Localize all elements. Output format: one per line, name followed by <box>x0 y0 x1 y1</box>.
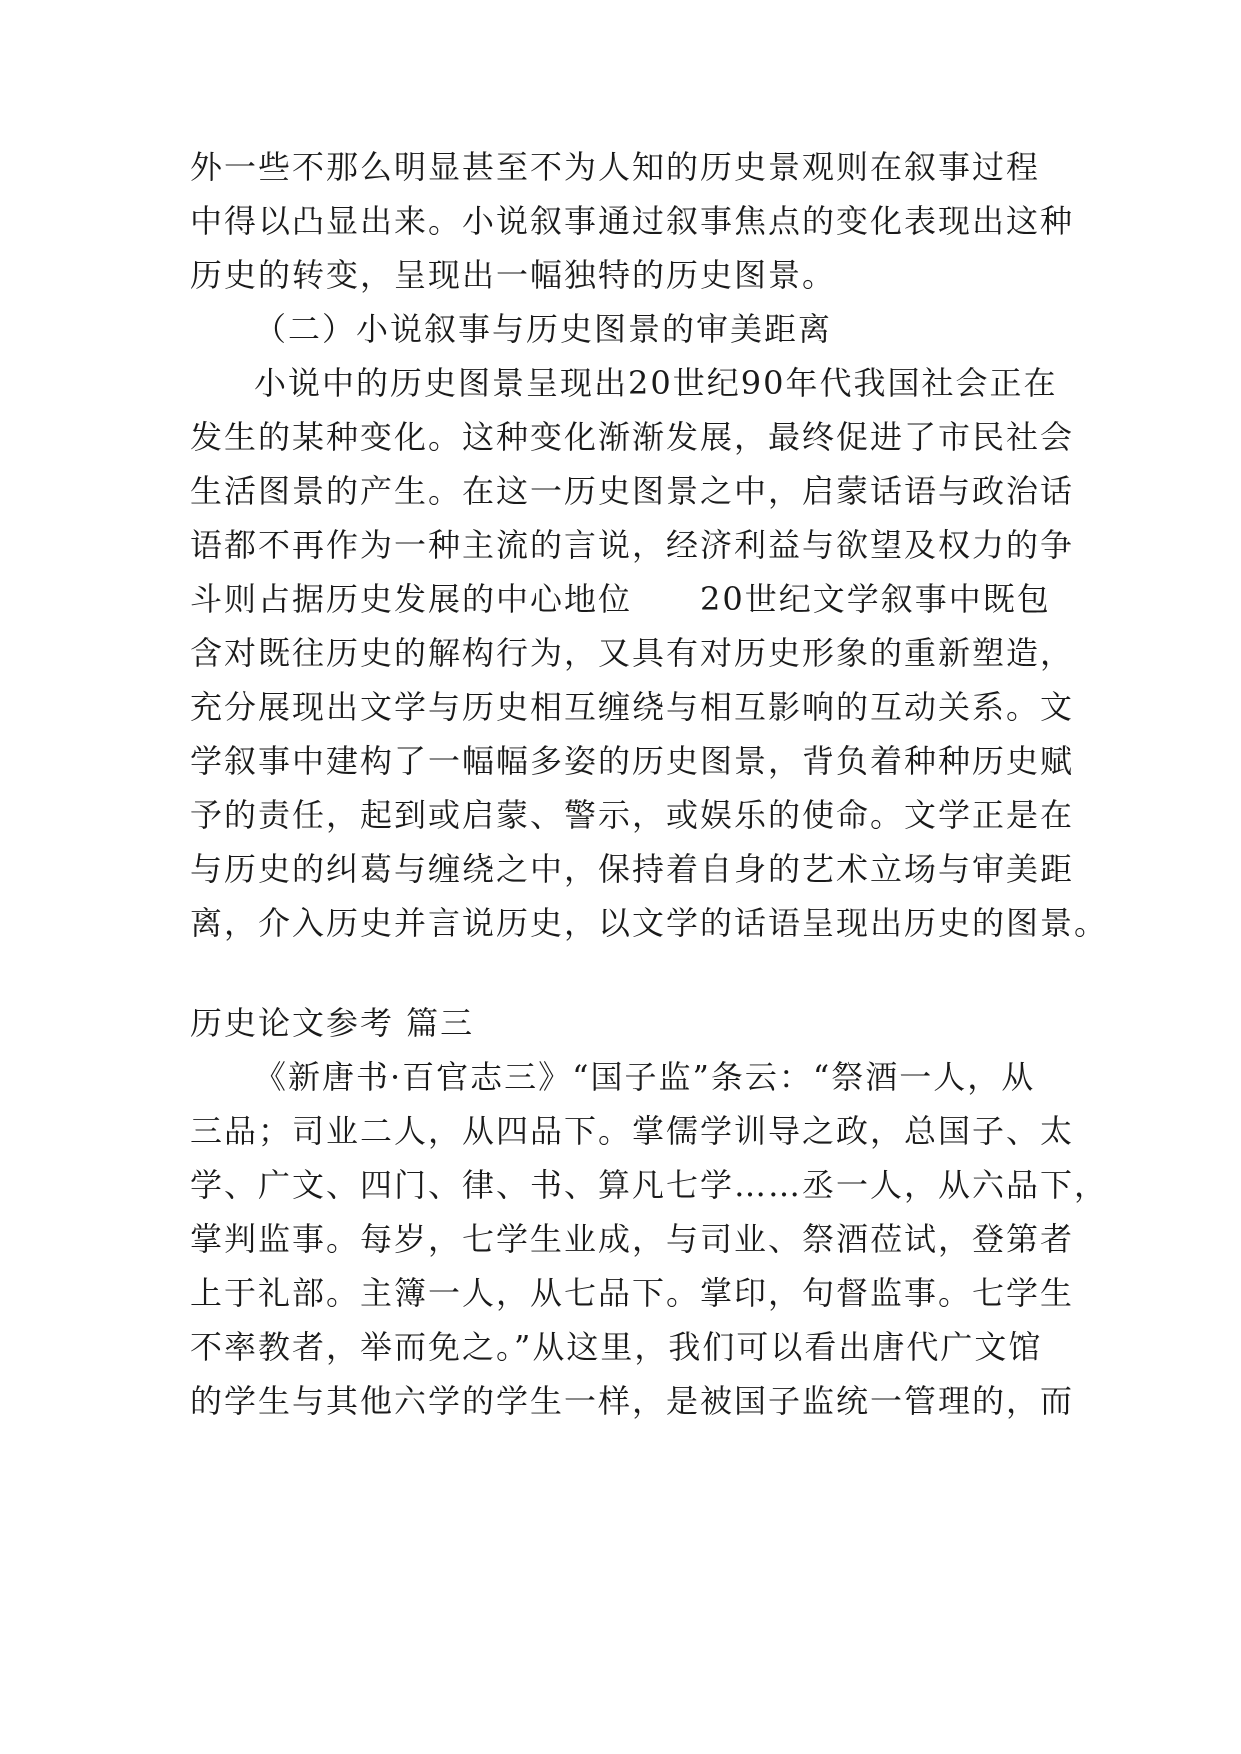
paragraph-line: 小说中的历史图景呈现出20世纪90年代我国社会正在 <box>254 364 1058 402</box>
paragraph-line: 掌判监事。每岁，七学生业成，与司业、祭酒莅试，登第者 <box>190 1220 1075 1258</box>
paragraph-line: 予的责任，起到或启蒙、警示，或娱乐的使命。文学正是在 <box>190 796 1075 834</box>
paragraph-line: 学、广文、四门、律、书、算凡七学……丞一人，从六品下， <box>190 1166 1109 1204</box>
paragraph-line: 外一些不那么明显甚至不为人知的历史景观则在叙事过程 <box>190 148 1041 186</box>
article-title: 历史论文参考 篇三 <box>190 1004 475 1042</box>
section-heading: （二）小说叙事与历史图景的审美距离 <box>254 310 833 348</box>
paragraph-line: 斗则占据历史发展的中心地位 20世纪文学叙事中既包 <box>190 580 1051 618</box>
paragraph-line: 学叙事中建构了一幅幅多姿的历史图景，背负着种种历史赋 <box>190 742 1075 780</box>
paragraph-line: 生活图景的产生。在这一历史图景之中，启蒙话语与政治话 <box>190 472 1075 510</box>
paragraph-line: 离，介入历史并言说历史，以文学的话语呈现出历史的图景。 <box>190 904 1109 942</box>
paragraph-line: 三品；司业二人，从四品下。掌儒学训导之政，总国子、太 <box>190 1112 1075 1150</box>
paragraph-line: 《新唐书·百官志三》“国子监”条云：“祭酒一人，从 <box>254 1058 1036 1096</box>
paragraph-line: 与历史的纠葛与缠绕之中，保持着自身的艺术立场与审美距 <box>190 850 1075 888</box>
paragraph-line: 语都不再作为一种主流的言说，经济利益与欲望及权力的争 <box>190 526 1075 564</box>
paragraph-line: 上于礼部。主簿一人，从七品下。掌印，句督监事。七学生 <box>190 1274 1075 1312</box>
paragraph-line: 中得以凸显出来。小说叙事通过叙事焦点的变化表现出这种 <box>190 202 1075 240</box>
paragraph-line: 充分展现出文学与历史相互缠绕与相互影响的互动关系。文 <box>190 688 1075 726</box>
paragraph-line: 的学生与其他六学的学生一样，是被国子监统一管理的，而 <box>190 1382 1075 1420</box>
paragraph-line: 不率教者，举而免之。”从这里，我们可以看出唐代广文馆 <box>190 1328 1043 1366</box>
paragraph-line: 发生的某种变化。这种变化渐渐发展，最终促进了市民社会 <box>190 418 1075 456</box>
paragraph-line: 历史的转变，呈现出一幅独特的历史图景。 <box>190 256 837 294</box>
paragraph-line: 含对既往历史的解构行为，又具有对历史形象的重新塑造， <box>190 634 1075 672</box>
